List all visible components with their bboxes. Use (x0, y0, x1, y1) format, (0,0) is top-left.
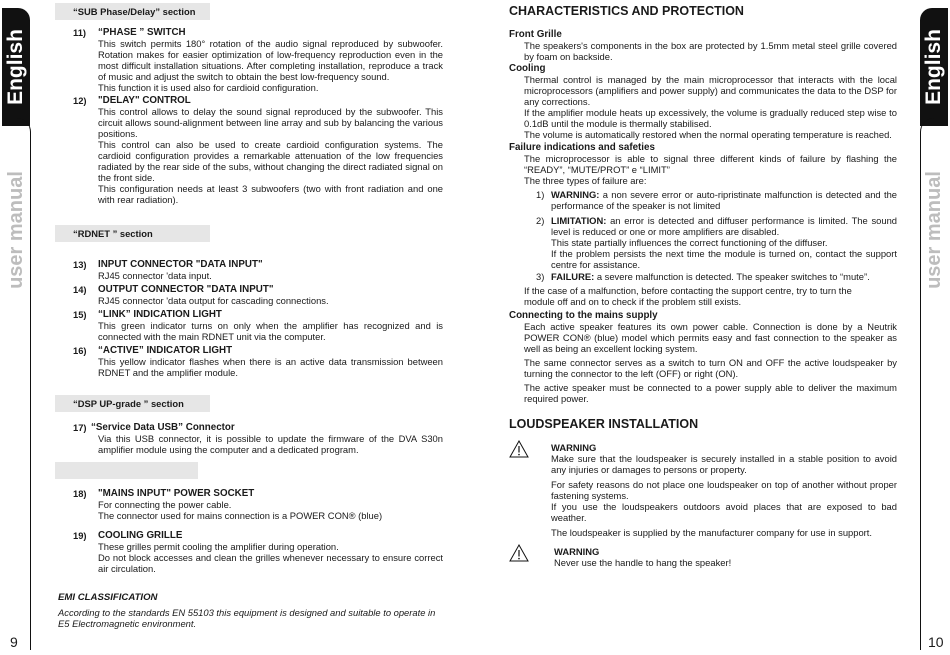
user-manual-text: user manual (5, 171, 27, 289)
item-text: This control allows to delay the sound signal reproduced by the subwoofer. This circuit allows sound-alignment between line array and sub by balancing the various positions. (98, 106, 443, 139)
right-page-column (509, 4, 897, 568)
item-text: Via this USB connector, it is possible to update the firmware of the DVA S30n amplifier module using the computer and a dedicated program. (98, 433, 443, 455)
warning-row (509, 546, 897, 568)
item-14 (73, 284, 443, 306)
section-text: The volume is automatically restored when the normal operating temperature is reached. (524, 129, 892, 140)
section-heading: Front Grille (509, 29, 562, 40)
item-number: 15) (73, 309, 87, 320)
item-heading: “Service Data USB” Connector (91, 422, 235, 433)
item-text: Do not block accesses and clean the grilles whenever necessary to ensure correct air circulation. (98, 552, 443, 574)
page-number-right: 10 (928, 634, 944, 650)
item-text: RJ45 connector 'data output for cascading connections. (98, 295, 329, 306)
item-number: 17) (73, 422, 87, 433)
warning-block (554, 546, 897, 568)
warning-triangle-icon (509, 544, 529, 562)
item-15 (73, 309, 443, 342)
item-text: This configuration needs at least 3 subwoofers (two with front radiation and one with rear radiation). (98, 183, 443, 205)
language-tab-left (2, 8, 30, 126)
emi-text: According to the standards EN 55103 this equipment is designed and suitable to operate in E5 Electromagnetic environment. (58, 607, 436, 629)
user-manual-text: user manual (923, 171, 945, 289)
item-text: This function it is used also for cardioid configuration. (98, 82, 319, 93)
item-number: 19) (73, 530, 87, 541)
item-heading: "DELAY" CONTROL (98, 95, 191, 106)
item-19 (73, 530, 443, 574)
page-number-left: 9 (10, 634, 18, 650)
list-number: 2) (536, 215, 545, 226)
item-text: These grilles permit cooling the amplifier during operation. (98, 541, 339, 552)
user-manual-label-left (2, 165, 30, 295)
section-header: “SUB Phase/Delay” section (55, 3, 210, 20)
item-heading: “ACTIVE” INDICATOR LIGHT (98, 345, 233, 356)
failure-label: WARNING: (551, 189, 600, 200)
item-text: RJ45 connector 'data input. (98, 270, 212, 281)
language-label: English (922, 29, 945, 105)
warning-block (551, 442, 897, 538)
mains-section (509, 310, 897, 404)
cooling-section (509, 63, 897, 140)
section-header-empty (55, 462, 198, 479)
item-number: 16) (73, 345, 87, 356)
item-heading: INPUT CONNECTOR "DATA INPUT" (98, 259, 263, 270)
failure-text: an error is detected and diffuser performance is limited. The sound level is reduced or one or more amplifiers are disabled. (551, 215, 897, 237)
section-text: The same connector serves as a switch to turn ON and OFF the active loudspeaker by turning the connector to the left (OFF) or right (ON). (524, 357, 897, 379)
page-title: CHARACTERISTICS AND PROTECTION (509, 4, 744, 18)
item-number: 14) (73, 284, 87, 295)
item-11 (73, 27, 443, 93)
section-text: If the amplifier module heats up excessively, the volume is gradually reduced step wise to 0.1dB until the module is thermally stabilised. (524, 107, 897, 129)
warning-row (509, 442, 897, 538)
language-tab-right (920, 8, 948, 126)
warning-heading: WARNING (551, 442, 597, 453)
failure-label: LIMITATION: (551, 215, 607, 226)
installation-title: LOUDSPEAKER INSTALLATION (509, 417, 699, 431)
failure-text: a severe malfunction is detected. The speaker switches to “mute”. (594, 271, 870, 282)
item-heading: “LINK” INDICATION LIGHT (98, 309, 222, 320)
list-number: 3) (536, 271, 545, 282)
failure-text: If the problem persists the next time the module is turned on, contact the support centre for assistance. (551, 248, 897, 270)
front-grille-section (509, 29, 897, 62)
section-header: “RDNET ” section (55, 225, 210, 242)
emi-heading: EMI CLASSIFICATION (58, 592, 158, 603)
emi-classification (58, 592, 443, 629)
item-heading: “PHASE ” SWITCH (98, 27, 186, 38)
failure-item (536, 271, 897, 282)
section-text: The microprocessor is able to signal three different kinds of failure by flashing the “READY”, “MUTE/PROT” e “LIMIT” (524, 153, 897, 175)
failure-item (536, 215, 897, 270)
item-heading: COOLING GRILLE (98, 530, 183, 541)
section-heading: Cooling (509, 63, 546, 74)
left-page-column (55, 3, 445, 629)
warning-triangle-icon (509, 440, 529, 458)
warning-text: Never use the handle to hang the speaker! (554, 557, 732, 568)
item-number: 12) (73, 95, 87, 106)
failure-text: This state partially influences the correct functioning of the diffuser. (551, 237, 828, 248)
item-heading: OUTPUT CONNECTOR "DATA INPUT" (98, 284, 274, 295)
section-text: The active speaker must be connected to a power supply able to deliver the maximum required power. (524, 382, 897, 404)
failure-item (536, 189, 897, 211)
item-13 (73, 259, 443, 281)
warning-text: The loudspeaker is supplied by the manufacturer company for use in support. (551, 527, 873, 538)
warning-text: For safety reasons do not place one loudspeaker on top of another without proper fastening systems. (551, 479, 897, 501)
failure-label: FAILURE: (551, 271, 595, 282)
section-heading: Failure indications and safeties (509, 142, 655, 153)
language-label: English (4, 29, 27, 105)
item-text: For connecting the power cable. (98, 499, 232, 510)
failure-section (509, 142, 897, 307)
item-18 (73, 488, 443, 521)
item-text: This switch permits 180° rotation of the audio signal reproduced by subwoofer. Rotation makes for easier optimization of low-frequency reproduction even in the most difficult installation situations. After completing installation, reproduce a track of music and adjust the switch to obtain the best low-frequency sound. (98, 38, 443, 82)
section-heading: Connecting to the mains supply (509, 310, 658, 321)
item-heading: "MAINS INPUT" POWER SOCKET (98, 488, 255, 499)
item-number: 18) (73, 488, 87, 499)
item-text: The connector used for mains connection is a POWER CON® (blue) (98, 510, 383, 521)
item-16 (73, 345, 443, 378)
user-manual-label-right (920, 165, 948, 295)
section-text: The three types of failure are: (524, 175, 647, 186)
warning-heading: WARNING (554, 546, 600, 557)
item-text: This control can also be used to create cardioid configuration systems. The cardioid configuration provides a remarkable attenuation of the low frequencies radiated by the rear side of the subs, without changing the direct radiated signal on the front side. (98, 139, 443, 183)
item-text: This yellow indicator flashes when there is an active data transmission between RDNET and the amplifier module. (98, 356, 443, 378)
section-text: Each active speaker features its own power cable. Connection is done by a Neutrik POWER CON® (blue) model which permits easy and fast connection to the speaker as well as being an excellent locking system. (524, 321, 897, 354)
failure-text: a non severe error or auto-ripristinate malfunction is detected and the performance of the speaker is not limited (551, 189, 897, 211)
item-text: This green indicator turns on only when the amplifier has recognized and is connected with the main RDNET unit via the computer. (98, 320, 443, 342)
item-number: 11) (73, 27, 87, 38)
warning-text: If you use the loudspeakers outdoors avoid places that are exposed to bad weather. (551, 501, 897, 523)
item-17 (73, 422, 443, 455)
section-header: “DSP UP-grade ” section (55, 395, 210, 412)
section-text: The speakers's components in the box are protected by 1.5mm metal steel grille covered by foam on backside. (524, 40, 897, 62)
item-12 (73, 95, 443, 205)
warning-text: Make sure that the loudspeaker is securely installed in a stable position to avoid any injuries or damages to persons or property. (551, 453, 897, 475)
item-number: 13) (73, 259, 87, 270)
list-number: 1) (536, 189, 545, 200)
section-text: If the case of a malfunction, before contacting the support centre, try to turn the module off and on to check if the problem still exists. (524, 285, 852, 307)
section-text: Thermal control is managed by the main microprocessor that interacts with the local microprocessors (amplifiers and power supply) and communicates the data to the DSP for any corrections. (524, 74, 897, 107)
